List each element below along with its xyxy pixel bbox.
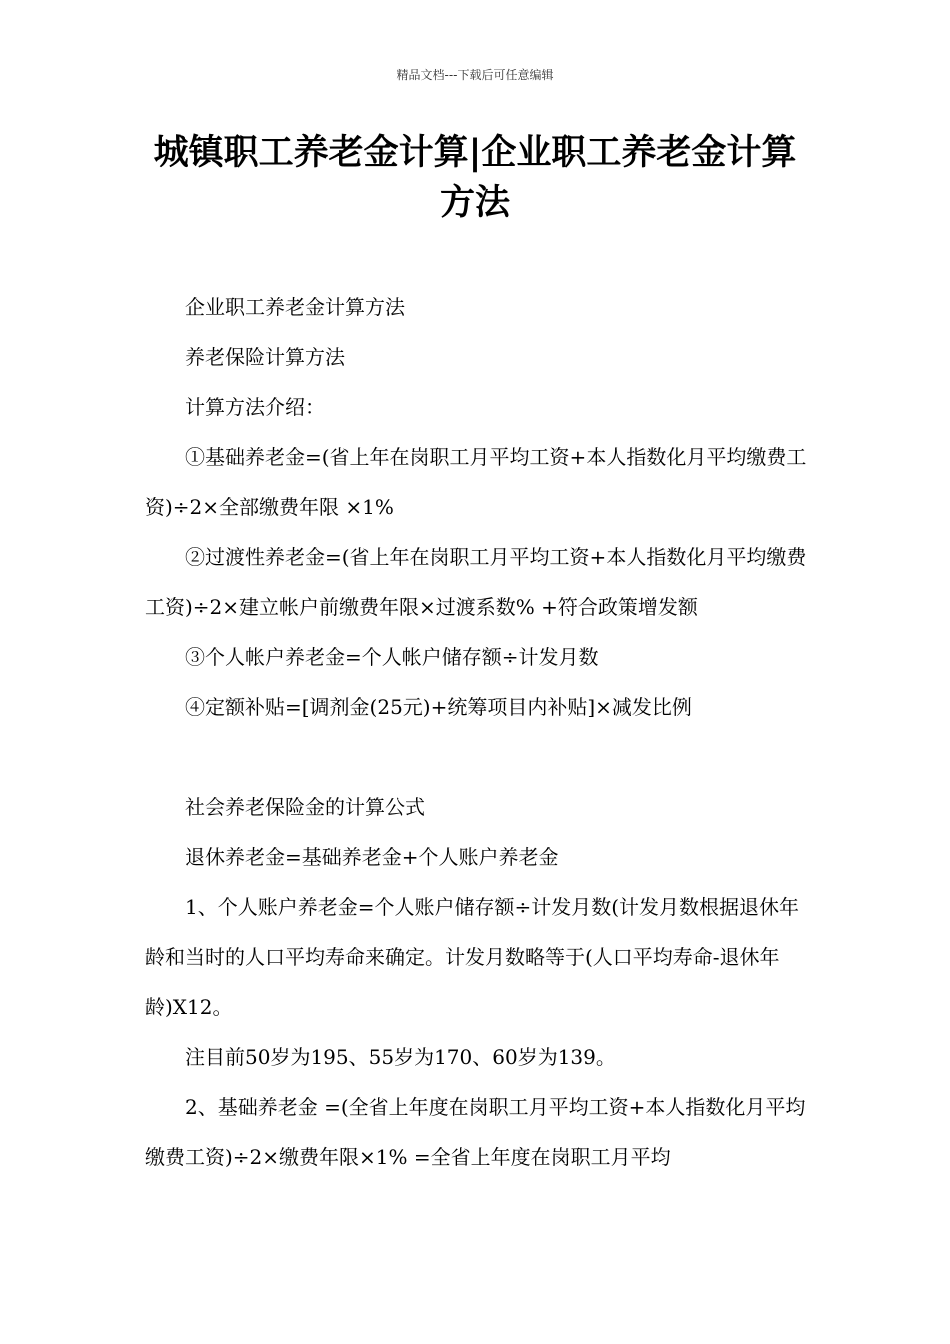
paragraph: 社会养老保险金的计算公式	[185, 795, 425, 819]
paragraph: 养老保险计算方法	[185, 345, 345, 369]
document-title: 城镇职工养老金计算|企业职工养老金计算方法	[153, 133, 797, 223]
paragraph: ②过渡性养老金=(省上年在岗职工月平均工资+本人指数化月平均缴费工资)÷2×建立帐户前缴费年限×过渡系数% +符合政策增发额	[145, 545, 807, 619]
paragraph: 注目前50岁为195、55岁为170、60岁为139。	[185, 1045, 616, 1069]
header-note: 精品文档---下载后可任意编辑	[396, 68, 554, 82]
paragraph: 退休养老金=基础养老金+个人账户养老金	[185, 845, 559, 869]
paragraph: 2、基础养老金 =(全省上年度在岗职工月平均工资+本人指数化月平均缴费工资)÷2×缴费年限×1% =全省上年度在岗职工月平均	[145, 1095, 806, 1169]
document-body	[145, 282, 807, 1182]
paragraph: ①基础养老金=(省上年在岗职工月平均工资+本人指数化月平均缴费工资)÷2×全部缴费年限 ×1%	[145, 445, 807, 519]
paragraph: ③个人帐户养老金=个人帐户储存额÷计发月数	[185, 645, 599, 669]
paragraph: 企业职工养老金计算方法	[185, 295, 405, 319]
paragraph: ④定额补贴=[调剂金(25元)+统筹项目内补贴]×减发比例	[185, 695, 692, 719]
paragraph: 计算方法介绍：	[185, 395, 325, 419]
section-gap	[145, 732, 807, 782]
paragraph: 1、个人账户养老金=个人账户储存额÷计发月数(计发月数根据退休年龄和当时的人口平均寿命来确定。计发月数略等于(人口平均寿命-退休年龄)X12。	[145, 895, 800, 1019]
